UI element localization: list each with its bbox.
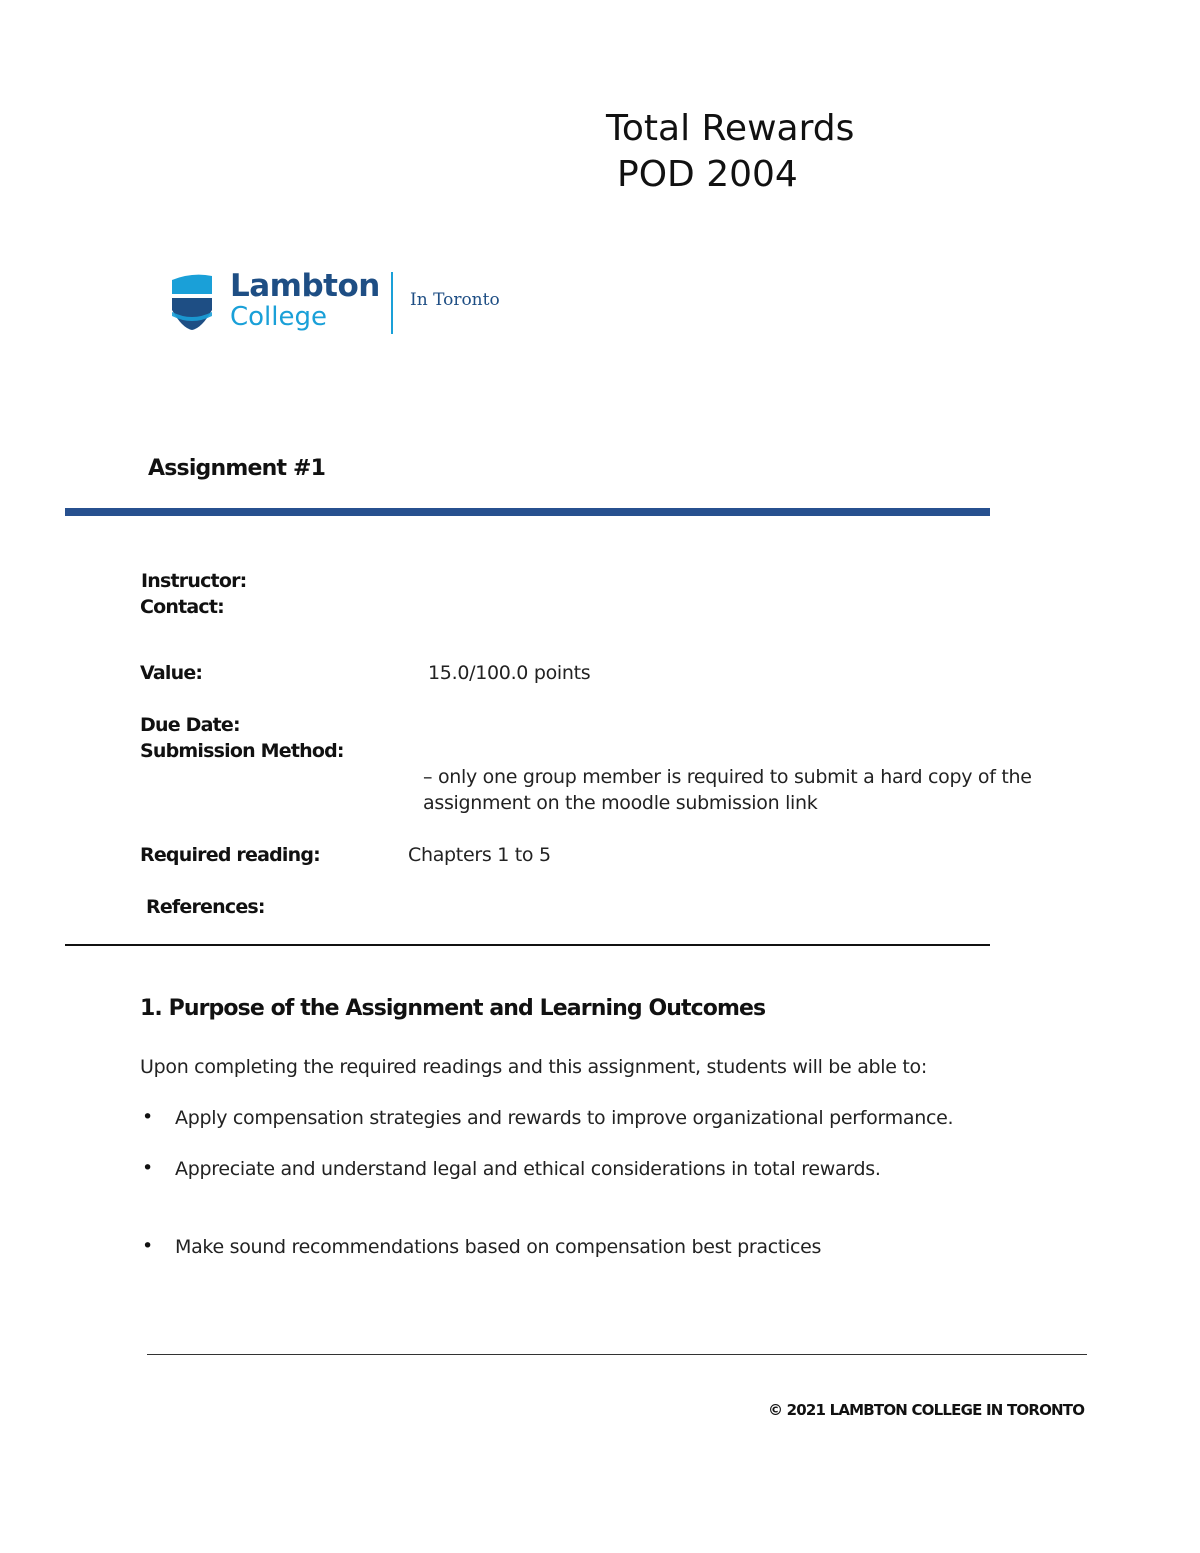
header-rule xyxy=(65,508,990,516)
list-item: Apply compensation strategies and rewards to improve organizational performance. xyxy=(175,1107,954,1129)
course-code: POD 2004 xyxy=(617,154,798,195)
section-intro: Upon completing the required readings and this assignment, students will be able to: xyxy=(140,1056,927,1078)
list-item: Appreciate and understand legal and ethical considerations in total rewards. xyxy=(175,1158,881,1180)
submission-method-label: Submission Method: xyxy=(140,740,344,762)
logo-subtitle: In Toronto xyxy=(410,290,500,310)
shield-icon xyxy=(166,272,218,334)
instructor-label: Instructor: xyxy=(141,570,247,592)
value-text: 15.0/100.0 points xyxy=(428,662,591,684)
document-title: Total Rewards xyxy=(606,108,855,149)
required-reading-label: Required reading: xyxy=(140,844,320,866)
logo-name-line1: Lambton xyxy=(230,268,380,304)
bullet-icon: • xyxy=(142,1106,154,1128)
contact-label: Contact: xyxy=(140,596,224,618)
lambton-college-logo xyxy=(166,268,506,340)
copyright-footer: © 2021 LAMBTON COLLEGE IN TORONTO xyxy=(768,1401,1085,1419)
section-divider xyxy=(65,944,990,946)
bullet-icon: • xyxy=(142,1157,154,1179)
list-item: Make sound recommendations based on compensation best practices xyxy=(175,1236,822,1258)
bullet-icon: • xyxy=(142,1235,154,1257)
due-date-label: Due Date: xyxy=(140,714,240,736)
logo-divider xyxy=(391,272,393,334)
references-label: References: xyxy=(146,896,265,918)
logo-name-line2: College xyxy=(230,302,328,332)
assignment-heading: Assignment #1 xyxy=(148,456,326,481)
submission-method-line1: – only one group member is required to submit a hard copy of the xyxy=(423,766,1032,788)
value-label: Value: xyxy=(140,662,203,684)
submission-method-line2: assignment on the moodle submission link xyxy=(423,792,818,814)
section-heading: 1. Purpose of the Assignment and Learning Outcomes xyxy=(140,996,766,1021)
required-reading-value: Chapters 1 to 5 xyxy=(408,844,551,866)
footer-rule xyxy=(147,1354,1087,1355)
